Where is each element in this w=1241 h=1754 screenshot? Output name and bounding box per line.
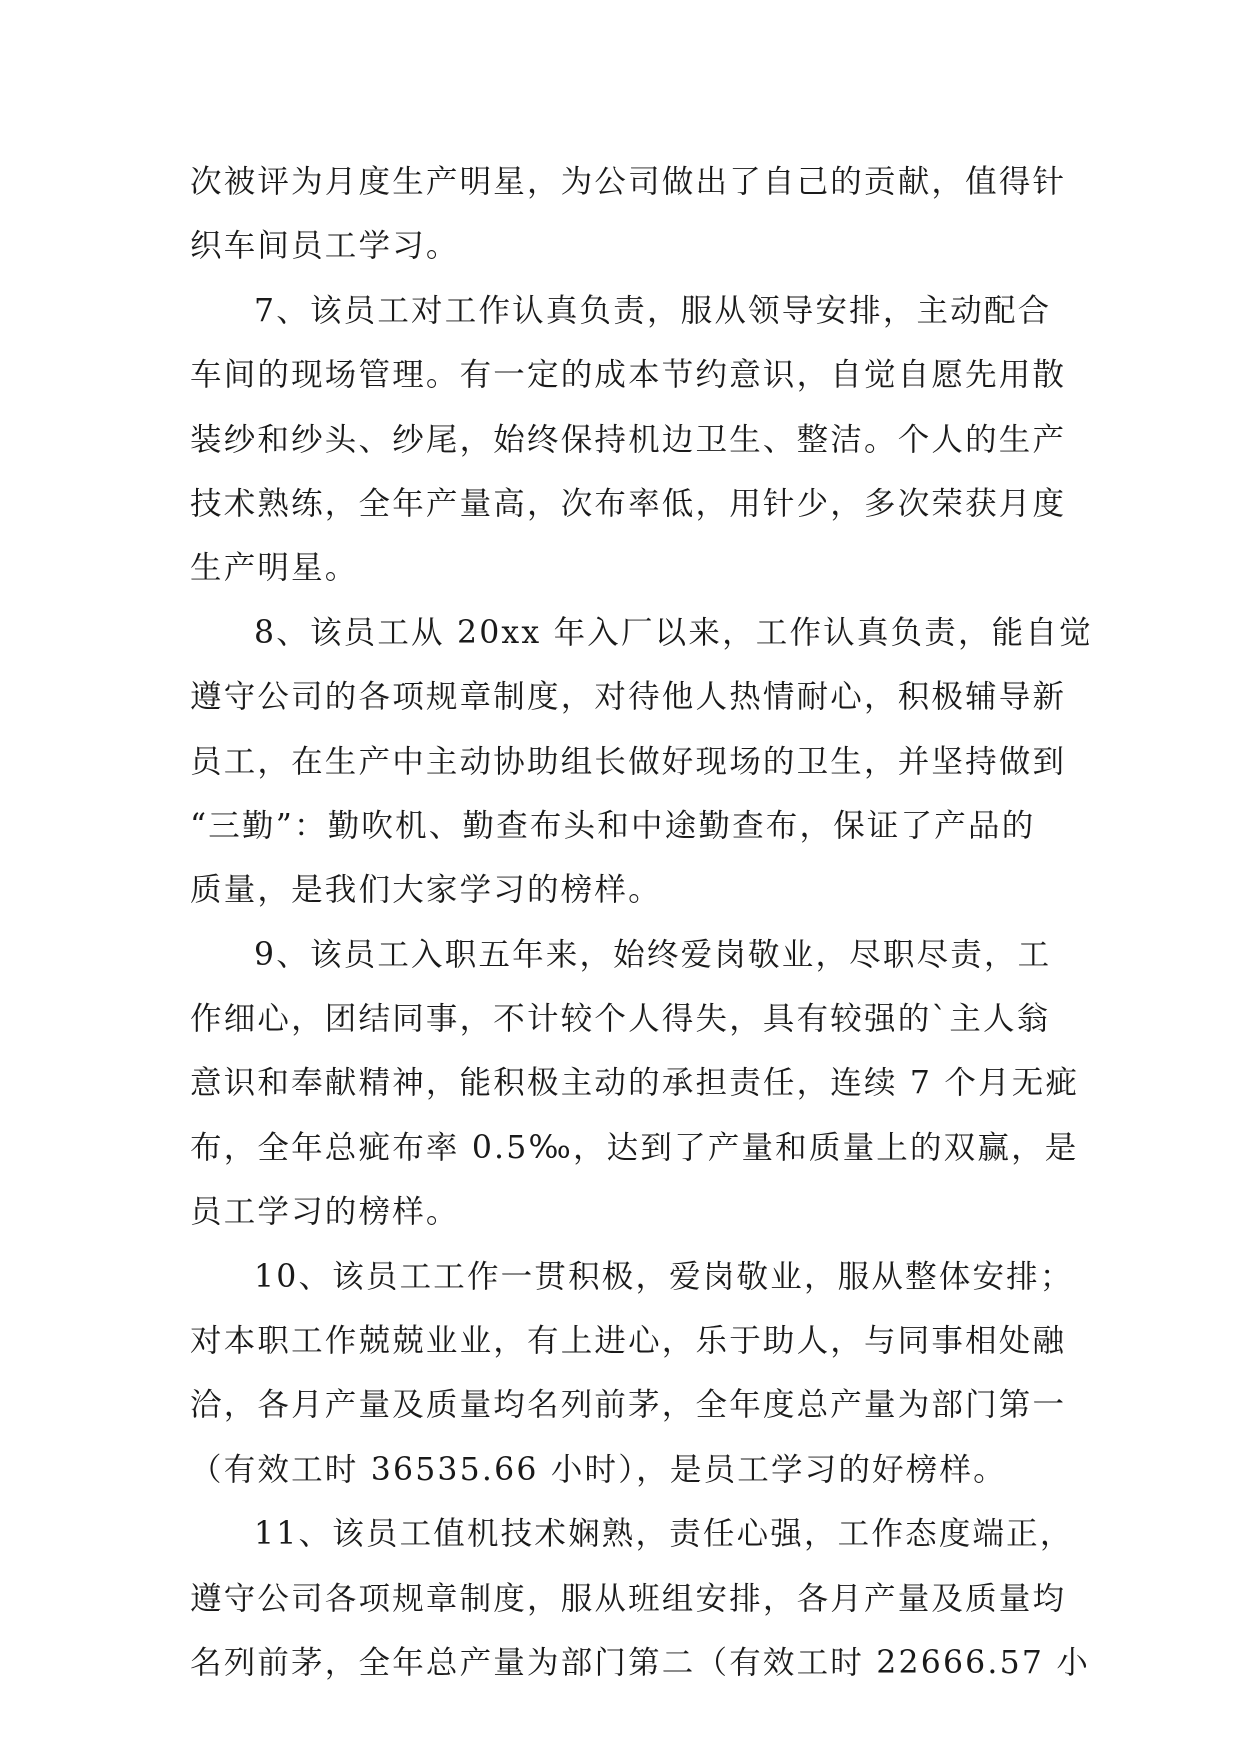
text-line: 意识和奉献精神，能积极主动的承担责任，连续 7 个月无疵	[190, 1065, 1080, 1102]
text-line: 布，全年总疵布率 0.5‰，达到了产量和质量上的双赢，是	[190, 1129, 1079, 1166]
text-line: 对本职工作兢兢业业，有上进心，乐于助人，与同事相处融	[190, 1323, 1067, 1360]
text-line: “三勤”：勤吹机、勤查布头和中途勤查布，保证了产品的	[190, 807, 1036, 844]
text-line: 洽，各月产量及质量均名列前茅，全年度总产量为部门第一	[190, 1387, 1067, 1424]
text-line: 员工学习的榜样。	[190, 1194, 460, 1231]
text-line: 名列前茅，全年总产量为部门第二（有效工时 22666.57 小	[190, 1644, 1091, 1681]
text-line: 织车间员工学习。	[190, 228, 460, 265]
text-line: 次被评为月度生产明星，为公司做出了自己的贡献，值得针	[190, 164, 1067, 200]
text-line: 遵守公司的各项规章制度，对待他人热情耐心，积极辅导新	[190, 679, 1067, 716]
text-line: 质量，是我们大家学习的榜样。	[190, 872, 662, 909]
text-line: 技术熟练，全年产量高，次布率低，用针少，多次荣获月度	[190, 485, 1067, 522]
text-line: 生产明星。	[190, 550, 359, 587]
paragraph-start-line: 10、该员工工作一贯积极，爱岗敬业，服从整体安排；	[254, 1258, 1074, 1295]
paragraph-start-line: 8、该员工从 20xx 年入厂以来，工作认真负责，能自觉	[254, 614, 1093, 651]
text-line: 车间的现场管理。有一定的成本节约意识，自觉自愿先用散	[190, 357, 1067, 394]
text-line: （有效工时 36535.66 小时），是员工学习的好榜样。	[190, 1451, 1007, 1488]
body-text	[190, 150, 1093, 1695]
text-line: 遵守公司各项规章制度，服从班组安排，各月产量及质量均	[190, 1580, 1067, 1617]
paragraph-start-line: 7、该员工对工作认真负责，服从领导安排，主动配合	[254, 292, 1052, 329]
paragraph-start-line: 11、该员工值机技术娴熟，责任心强，工作态度端正，	[254, 1516, 1074, 1553]
text-line: 员工，在生产中主动协助组长做好现场的卫生，并坚持做到	[190, 743, 1067, 780]
paragraph-start-line: 9、该员工入职五年来，始终爱岗敬业，尽职尽责，工	[254, 936, 1052, 973]
text-line: 作细心，团结同事，不计较个人得失，具有较强的`主人翁	[190, 1001, 1051, 1038]
text-line: 装纱和纱头、纱尾，始终保持机边卫生、整洁。个人的生产	[190, 421, 1067, 458]
